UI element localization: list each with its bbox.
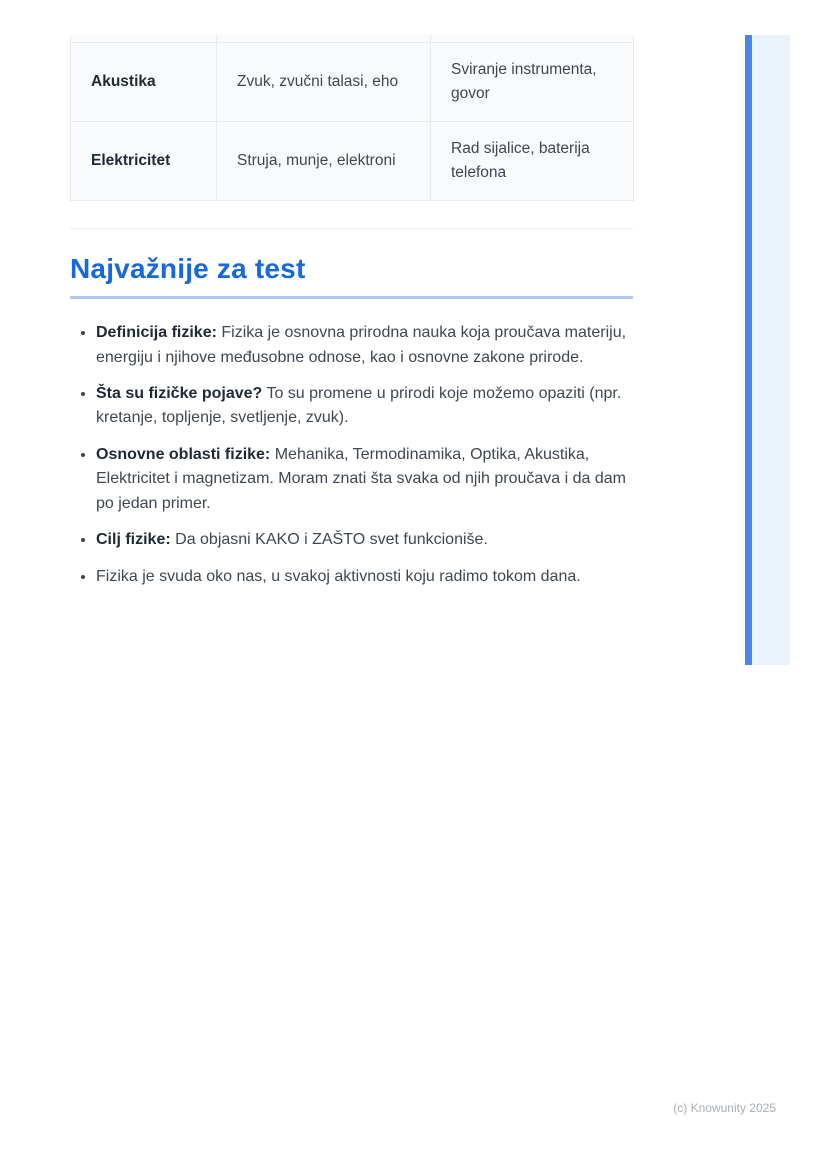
list-item-lead: Šta su fizičke pojave? bbox=[96, 385, 263, 402]
table-cell-description: Struja, munje, elektroni bbox=[217, 122, 431, 201]
table-row bbox=[71, 43, 634, 122]
page-edge-accent-bar bbox=[745, 35, 752, 665]
table-cell-area: Elektricitet bbox=[71, 122, 217, 201]
table-cell-cropped bbox=[431, 35, 634, 43]
list-item-text: Mehanika, Termodinamika, Optika, Akustika, Elektricitet i magnetizam. Moram znati šta svaka od njih proučava i da dam po jedan primer. bbox=[96, 445, 627, 512]
table-cell-example: Rad sijalice, baterija telefona bbox=[431, 122, 634, 201]
list-item bbox=[96, 443, 633, 516]
list-item-lead: Cilj fizike: bbox=[96, 531, 171, 549]
table-cell-description: Zvuk, zvučni talasi, eho bbox=[217, 43, 431, 122]
table-row-cropped bbox=[71, 35, 634, 43]
footer-copyright: (c) Knowunity 2025 bbox=[673, 1101, 776, 1115]
table-cell-cropped bbox=[71, 35, 217, 43]
list-item bbox=[96, 382, 633, 431]
list-item bbox=[96, 321, 633, 370]
table-cell-area: Akustika bbox=[71, 43, 217, 122]
document-content bbox=[70, 35, 633, 601]
table-cell-cropped bbox=[217, 35, 431, 43]
list-item bbox=[96, 528, 633, 552]
list-item bbox=[96, 565, 633, 589]
list-item-lead: Osnovne oblasti fizike: bbox=[96, 445, 271, 463]
list-item-text: To su promene u prirodi koje možemo opaziti (npr. kretanje, topljenje, svetljenje, zvuk). bbox=[96, 385, 622, 427]
page-edge-panel bbox=[752, 35, 790, 665]
list-item-lead: Definicija fizike: bbox=[96, 324, 217, 342]
table-row bbox=[71, 122, 634, 201]
key-points-list bbox=[70, 321, 633, 589]
section-title: Najvažnije za test bbox=[70, 253, 633, 299]
list-item-text: Da objasni KAKO i ZAŠTO svet funkcioniše. bbox=[170, 531, 488, 549]
section-divider bbox=[70, 228, 633, 229]
list-item-text: Fizika je svuda oko nas, u svakoj aktivnosti koju radimo tokom dana. bbox=[96, 567, 581, 585]
table-cell-example: Sviranje instrumenta, govor bbox=[431, 43, 634, 122]
physics-areas-table bbox=[70, 35, 634, 201]
list-item-text: Fizika je osnovna prirodna nauka koja proučava materiju, energiju i njihove međusobne odnose, kao i osnovne zakone prirode. bbox=[96, 324, 627, 366]
